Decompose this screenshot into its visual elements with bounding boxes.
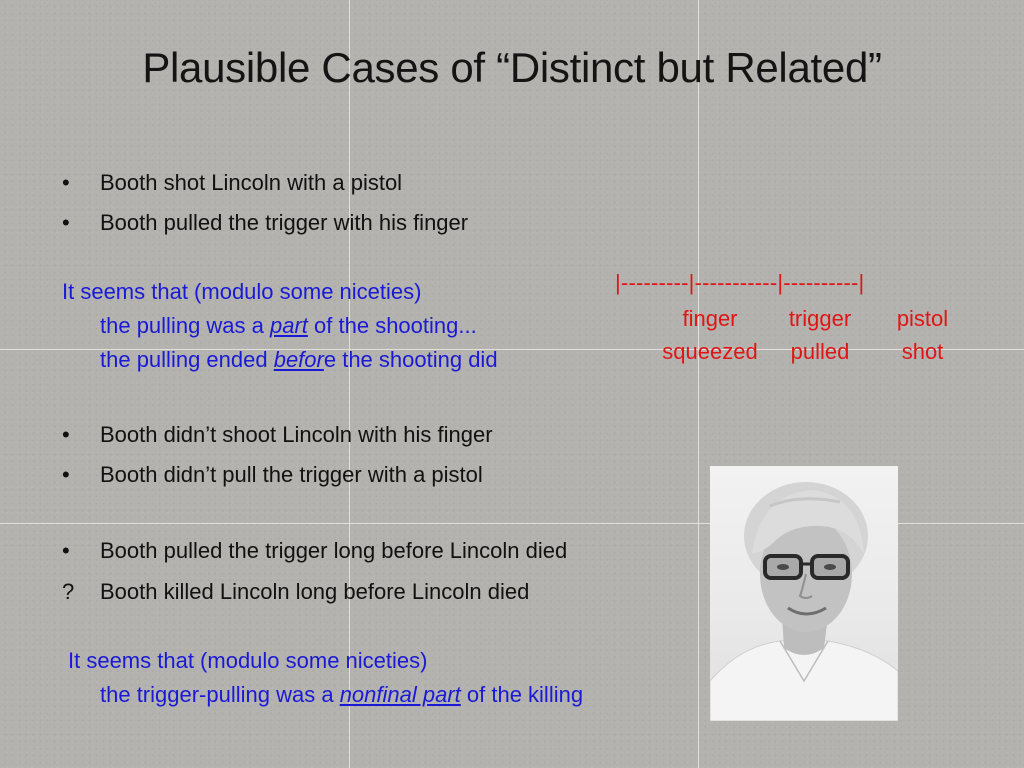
question-marker: ?	[62, 579, 75, 604]
timeline-bar: |---------|-----------|----------|	[615, 270, 865, 295]
note-intro: It seems that (modulo some niceties)	[62, 279, 422, 304]
bullet-text: Booth didn’t pull the trigger with a pistol	[100, 462, 483, 487]
bullet-marker: •	[62, 538, 70, 563]
note-line	[100, 347, 498, 373]
slide-title: Plausible Cases of “Distinct but Related”	[142, 44, 882, 91]
note-text: the trigger-pulling was a	[100, 682, 340, 707]
note-text: the pulling was a	[100, 313, 270, 338]
note-text: the pulling ended	[100, 347, 274, 372]
note-text: of the shooting...	[307, 313, 477, 338]
emphasized-phrase: nonfinal part	[339, 682, 461, 707]
emphasized-word: part	[270, 313, 308, 338]
bullet-text: Booth shot Lincoln with a pistol	[100, 170, 403, 195]
timeline-label: squeezed	[662, 339, 758, 364]
note-line	[100, 682, 583, 708]
portrait-illustration	[710, 466, 898, 721]
bullet-marker: •	[62, 422, 70, 447]
bullet-text: Booth didn’t shoot Lincoln with his finger	[100, 422, 493, 447]
note-intro: It seems that (modulo some niceties)	[68, 648, 428, 673]
timeline-label: trigger	[788, 306, 852, 331]
note-text: e the shooting did	[323, 347, 498, 372]
note-text: of the killing	[460, 682, 584, 707]
bullet-marker: •	[62, 462, 70, 487]
bullet-text: Booth pulled the trigger with his finger	[100, 210, 469, 235]
portrait-photo	[710, 466, 898, 721]
bullet-text: Booth pulled the trigger long before Lincoln died	[100, 538, 568, 563]
timeline-label: pistol	[896, 306, 949, 331]
note-line	[100, 313, 477, 339]
timeline-label: shot	[901, 339, 944, 364]
bullet-text: Booth killed Lincoln long before Lincoln died	[100, 579, 530, 604]
bullet-marker: •	[62, 210, 70, 235]
background-gridline	[698, 0, 699, 768]
bullet-marker: •	[62, 170, 70, 195]
timeline-label: pulled	[790, 339, 850, 364]
timeline-label: finger	[682, 306, 738, 331]
emphasized-word: befor	[273, 347, 324, 372]
